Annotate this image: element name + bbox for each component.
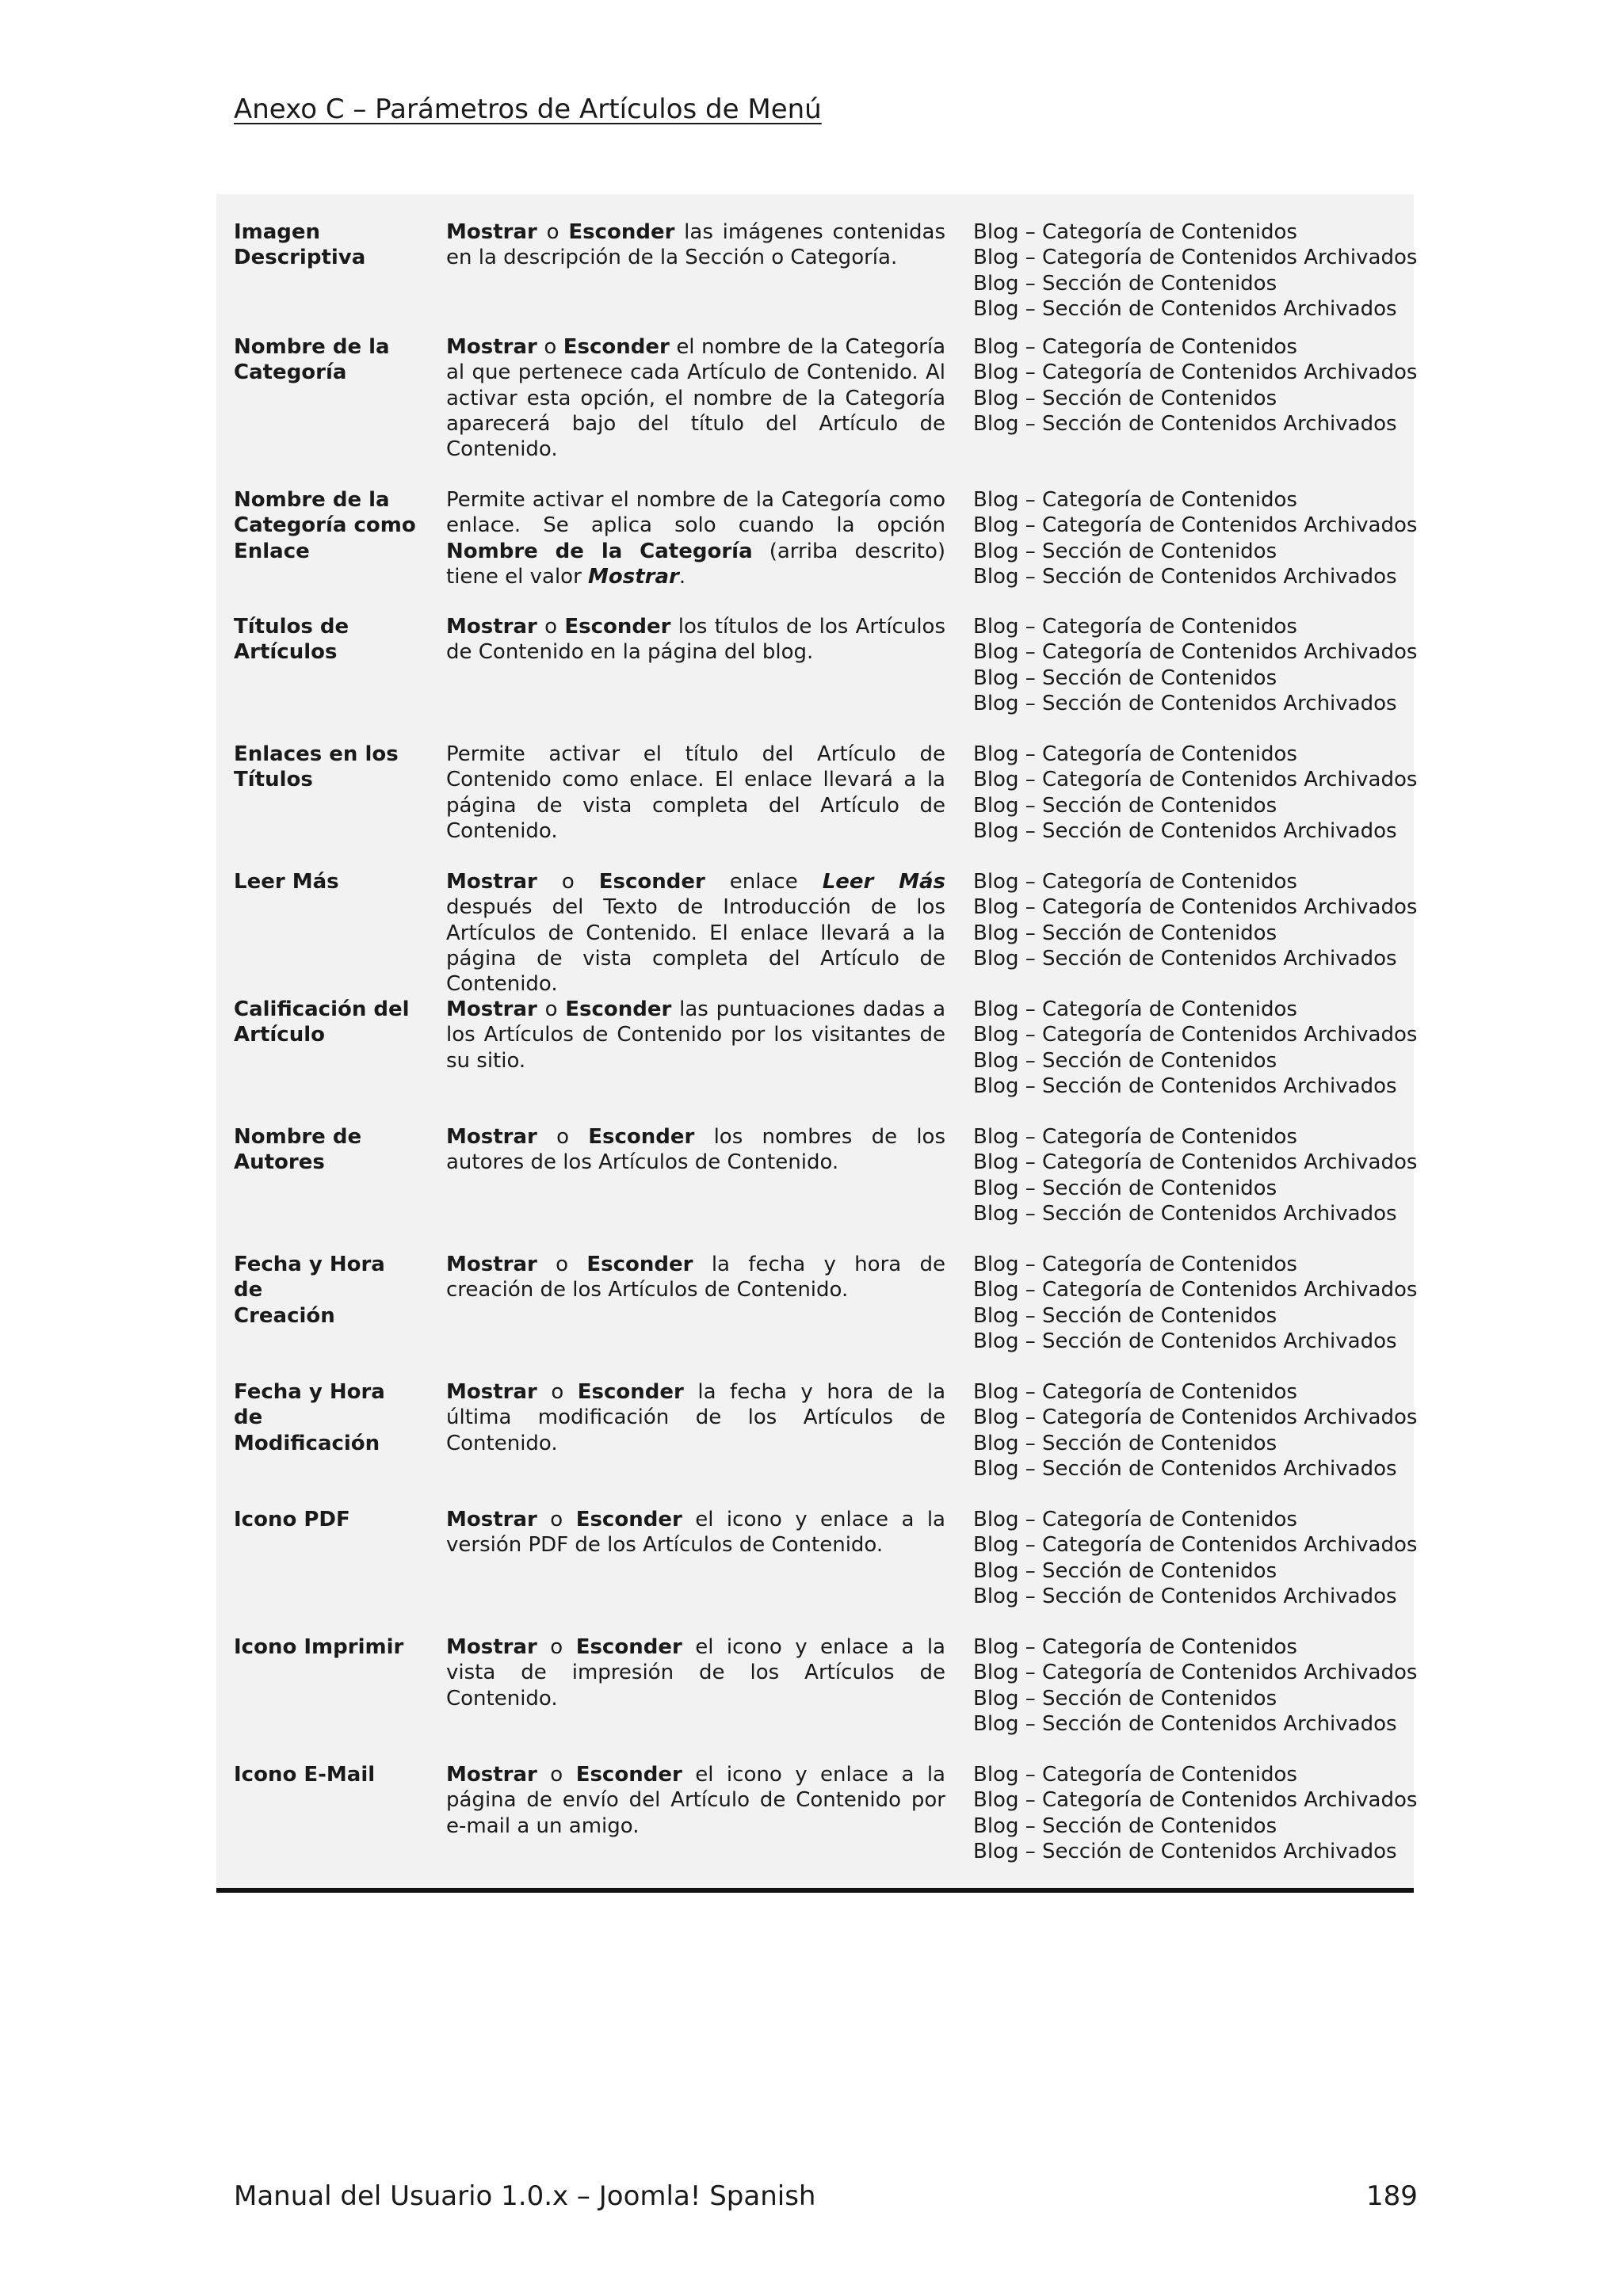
- parameter-description: [446, 997, 945, 1074]
- name-line: Categoría: [234, 360, 347, 385]
- desc-text: los nombres de los autores de los Artículos de Contenido.: [446, 1125, 946, 1175]
- desc-bold-italic: Leer Más: [822, 870, 946, 894]
- desc-text: o: [537, 1125, 589, 1149]
- desc-text: o: [537, 220, 569, 244]
- applies-item: Blog – Categoría de Contenidos: [973, 488, 1297, 512]
- desc-text: enlace: [705, 870, 823, 894]
- applies-item: Blog – Categoría de Contenidos: [973, 1380, 1297, 1404]
- parameter-name: [234, 1507, 416, 1532]
- name-line: Descriptiva: [234, 246, 366, 270]
- applies-to-list: [973, 869, 1418, 971]
- parameter-description: [446, 1634, 945, 1711]
- applies-item: Blog – Sección de Contenidos Archivados: [973, 564, 1397, 589]
- applies-item: Blog – Sección de Contenidos Archivados: [973, 946, 1397, 971]
- applies-to-list: [973, 219, 1418, 322]
- parameter-name: [234, 997, 416, 1048]
- applies-to-list: [973, 1124, 1418, 1226]
- parameter-name: [234, 1762, 416, 1787]
- applies-item: Blog – Categoría de Contenidos Archivados: [973, 1533, 1418, 1558]
- applies-item: Blog – Sección de Contenidos: [973, 666, 1277, 690]
- name-line: Creación: [234, 1303, 335, 1328]
- applies-item: Blog – Categoría de Contenidos Archivados: [973, 1278, 1418, 1302]
- parameter-name: [234, 334, 416, 386]
- name-line: Calificación del: [234, 997, 410, 1021]
- desc-text: las puntuaciones dadas a los Artículos de Contenido por los visitantes de su sitio.: [446, 997, 945, 1073]
- parameter-name: [234, 1379, 416, 1456]
- desc-text: o: [537, 1635, 576, 1659]
- desc-bold: Esconder: [564, 615, 671, 639]
- desc-bold: Esconder: [577, 1380, 684, 1404]
- desc-text: la fecha y hora de creación de los Artículos de Contenido.: [446, 1253, 946, 1302]
- parameter-name: [234, 742, 416, 793]
- desc-text: el nombre de la Categoría al que pertenece cada Artículo de Contenido. Al activar esta opción, el nombre de la Categoría aparecerá bajo del título del Artículo de Contenido.: [446, 335, 945, 462]
- applies-item: Blog – Sección de Contenidos Archivados: [973, 691, 1397, 715]
- applies-item: Blog – Sección de Contenidos Archivados: [973, 296, 1397, 321]
- applies-item: Blog – Sección de Contenidos Archivados: [973, 1329, 1397, 1353]
- applies-to-list: [973, 487, 1418, 589]
- parameter-description: [446, 1379, 945, 1456]
- parameter-description: [446, 334, 945, 462]
- name-line: Artículos: [234, 640, 338, 665]
- applies-item: Blog – Sección de Contenidos: [973, 1558, 1277, 1583]
- applies-item: Blog – Categoría de Contenidos Archivados: [973, 1788, 1418, 1813]
- name-line: Autores: [234, 1150, 325, 1175]
- applies-item: Blog – Sección de Contenidos: [973, 1686, 1277, 1711]
- desc-text: el icono y enlace a la versión PDF de los Artículos de Contenido.: [446, 1508, 945, 1558]
- applies-item: Blog – Sección de Contenidos: [973, 1303, 1277, 1328]
- applies-item: Blog – Sección de Contenidos: [973, 271, 1277, 296]
- desc-bold: Esconder: [586, 1253, 693, 1276]
- desc-bold: Mostrar: [446, 870, 537, 894]
- applies-item: Blog – Sección de Contenidos: [973, 793, 1277, 818]
- footer-manual-title: Manual del Usuario 1.0.x – Joomla! Spanish: [234, 2180, 816, 2212]
- name-line: Nombre de la: [234, 335, 390, 359]
- desc-bold: Esconder: [588, 1125, 695, 1149]
- name-line: Nombre de la: [234, 488, 390, 512]
- applies-item: Blog – Categoría de Contenidos Archivados: [973, 895, 1418, 920]
- desc-bold: Mostrar: [446, 335, 537, 359]
- desc-bold: Mostrar: [446, 997, 537, 1021]
- applies-to-list: [973, 1379, 1418, 1482]
- applies-item: Blog – Sección de Contenidos: [973, 539, 1277, 563]
- desc-bold: Mostrar: [446, 1253, 537, 1276]
- applies-item: Blog – Sección de Contenidos Archivados: [973, 1584, 1397, 1608]
- applies-to-list: [973, 1762, 1418, 1864]
- desc-text: el icono y enlace a la página de envío del Artículo de Contenido por e-mail a un amigo.: [446, 1763, 945, 1838]
- name-line: Títulos de: [234, 615, 349, 639]
- desc-bold: Nombre de la Categoría: [446, 539, 753, 563]
- desc-text: o: [537, 1380, 578, 1404]
- applies-to-list: [973, 614, 1418, 716]
- parameter-name: [234, 869, 416, 894]
- parameter-description: [446, 1124, 945, 1176]
- applies-item: Blog – Sección de Contenidos Archivados: [973, 1456, 1397, 1481]
- parameter-description: [446, 742, 945, 844]
- desc-bold: Mostrar: [446, 1763, 537, 1787]
- applies-to-list: [973, 1634, 1418, 1737]
- desc-bold: Esconder: [575, 1635, 682, 1659]
- applies-item: Blog – Categoría de Contenidos: [973, 1508, 1297, 1531]
- name-line: Enlaces en los: [234, 742, 399, 766]
- desc-text: Permite activar el nombre de la Categoría como enlace. Se aplica solo cuando la opción: [446, 488, 945, 538]
- desc-text: o: [537, 335, 563, 359]
- name-line: Fecha y Hora de: [234, 1253, 385, 1302]
- parameter-name: [234, 1124, 416, 1176]
- desc-text: o: [537, 997, 566, 1021]
- name-line: Icono PDF: [234, 1508, 350, 1531]
- desc-text: o: [537, 1763, 576, 1787]
- applies-item: Blog – Sección de Contenidos Archivados: [973, 1201, 1397, 1226]
- applies-item: Blog – Sección de Contenidos: [973, 386, 1277, 410]
- applies-item: Blog – Sección de Contenidos: [973, 1431, 1277, 1455]
- desc-bold: Esconder: [568, 220, 675, 244]
- applies-item: Blog – Categoría de Contenidos Archivados: [973, 513, 1418, 538]
- desc-text: la fecha y hora de la última modificación de los Artículos de Contenido.: [446, 1380, 946, 1455]
- desc-bold: Esconder: [575, 1763, 682, 1787]
- parameter-description: [446, 219, 945, 271]
- parameter-description: [446, 487, 945, 589]
- page-number: 189: [1366, 2180, 1418, 2212]
- desc-bold: Esconder: [575, 1508, 682, 1531]
- applies-to-list: [973, 742, 1418, 844]
- parameter-name: [234, 614, 416, 666]
- name-line: Imagen: [234, 220, 321, 244]
- desc-bold: Mostrar: [446, 220, 537, 244]
- name-line: Leer Más: [234, 870, 339, 894]
- parameter-description: [446, 614, 945, 666]
- desc-bold: Mostrar: [446, 1125, 537, 1149]
- name-line: Nombre de: [234, 1125, 362, 1149]
- desc-text: después del Texto de Introducción de los Artículos de Contenido. El enlace llevará a la página de vista completa del Artículo de Contenido.: [446, 895, 945, 997]
- desc-text: las imágenes contenidas en la descripción de la Sección o Categoría.: [446, 220, 945, 270]
- applies-item: Blog – Categoría de Contenidos: [973, 335, 1297, 359]
- name-line: Títulos: [234, 768, 313, 792]
- name-line: Icono E-Mail: [234, 1763, 376, 1787]
- desc-bold: Esconder: [598, 870, 705, 894]
- parameter-name: [234, 219, 416, 271]
- applies-item: Blog – Categoría de Contenidos Archivados: [973, 246, 1418, 270]
- name-line: Fecha y Hora de: [234, 1380, 385, 1430]
- page-header-title: Anexo C – Parámetros de Artículos de Menú: [234, 93, 822, 125]
- parameter-description: [446, 1252, 945, 1303]
- parameter-name: [234, 1634, 416, 1660]
- applies-to-list: [973, 334, 1418, 437]
- applies-item: Blog – Sección de Contenidos: [973, 1176, 1277, 1200]
- desc-bold: Mostrar: [446, 1380, 537, 1404]
- applies-item: Blog – Categoría de Contenidos: [973, 997, 1297, 1021]
- desc-text: o: [537, 615, 565, 639]
- applies-to-list: [973, 997, 1418, 1099]
- desc-text: los títulos de los Artículos de Contenido en la página del blog.: [446, 615, 945, 665]
- applies-to-list: [973, 1507, 1418, 1609]
- applies-item: Blog – Categoría de Contenidos: [973, 1763, 1297, 1787]
- desc-text: el icono y enlace a la vista de impresión de los Artículos de Contenido.: [446, 1635, 945, 1711]
- applies-item: Blog – Categoría de Contenidos: [973, 870, 1297, 894]
- name-line: Enlace: [234, 539, 310, 563]
- applies-item: Blog – Categoría de Contenidos Archivados: [973, 1150, 1418, 1175]
- applies-item: Blog – Categoría de Contenidos Archivados: [973, 1023, 1418, 1047]
- applies-item: Blog – Categoría de Contenidos Archivados: [973, 1661, 1418, 1685]
- applies-item: Blog – Sección de Contenidos: [973, 921, 1277, 945]
- name-line: Modificación: [234, 1431, 380, 1455]
- applies-item: Blog – Sección de Contenidos Archivados: [973, 411, 1397, 436]
- desc-text: (arriba descrito) tiene el valor: [446, 539, 945, 589]
- applies-item: Blog – Categoría de Contenidos Archivados: [973, 360, 1418, 385]
- applies-item: Blog – Sección de Contenidos Archivados: [973, 1711, 1397, 1736]
- desc-text: .: [678, 564, 686, 589]
- name-line: Artículo: [234, 1023, 325, 1047]
- applies-item: Blog – Categoría de Contenidos Archivados: [973, 640, 1418, 665]
- desc-bold: Esconder: [563, 335, 670, 359]
- applies-item: Blog – Categoría de Contenidos: [973, 615, 1297, 639]
- applies-item: Blog – Categoría de Contenidos: [973, 1635, 1297, 1659]
- desc-text: o: [537, 1253, 587, 1276]
- applies-item: Blog – Categoría de Contenidos Archivados: [973, 768, 1418, 792]
- name-line: Icono Imprimir: [234, 1635, 404, 1659]
- applies-item: Blog – Categoría de Contenidos: [973, 1125, 1297, 1149]
- applies-item: Blog – Sección de Contenidos Archivados: [973, 1839, 1397, 1863]
- parameter-description: [446, 1507, 945, 1558]
- applies-item: Blog – Sección de Contenidos: [973, 1814, 1277, 1838]
- desc-text: o: [537, 870, 599, 894]
- applies-item: Blog – Sección de Contenidos Archivados: [973, 818, 1397, 843]
- parameter-description: [446, 1762, 945, 1839]
- desc-bold: Mostrar: [446, 1635, 537, 1659]
- desc-bold: Mostrar: [446, 615, 537, 639]
- parameter-name: [234, 487, 416, 564]
- applies-item: Blog – Sección de Contenidos Archivados: [973, 1074, 1397, 1098]
- applies-item: Blog – Categoría de Contenidos: [973, 220, 1297, 244]
- applies-item: Blog – Categoría de Contenidos: [973, 1253, 1297, 1276]
- parameter-description: [446, 869, 945, 997]
- applies-item: Blog – Sección de Contenidos: [973, 1048, 1277, 1073]
- desc-bold-italic: Mostrar: [588, 564, 679, 589]
- applies-item: Blog – Categoría de Contenidos: [973, 742, 1297, 766]
- applies-to-list: [973, 1252, 1418, 1354]
- desc-bold: Mostrar: [446, 1508, 537, 1531]
- applies-item: Blog – Categoría de Contenidos Archivados: [973, 1405, 1418, 1430]
- desc-text: o: [537, 1508, 576, 1531]
- desc-text: Permite activar el título del Artículo de Contenido como enlace. El enlace llevará a la página de vista completa del Artículo de Contenido.: [446, 742, 945, 843]
- desc-bold: Esconder: [565, 997, 672, 1021]
- parameter-name: [234, 1252, 416, 1329]
- name-line: Categoría como: [234, 513, 416, 538]
- parameters-table: [216, 194, 1418, 1893]
